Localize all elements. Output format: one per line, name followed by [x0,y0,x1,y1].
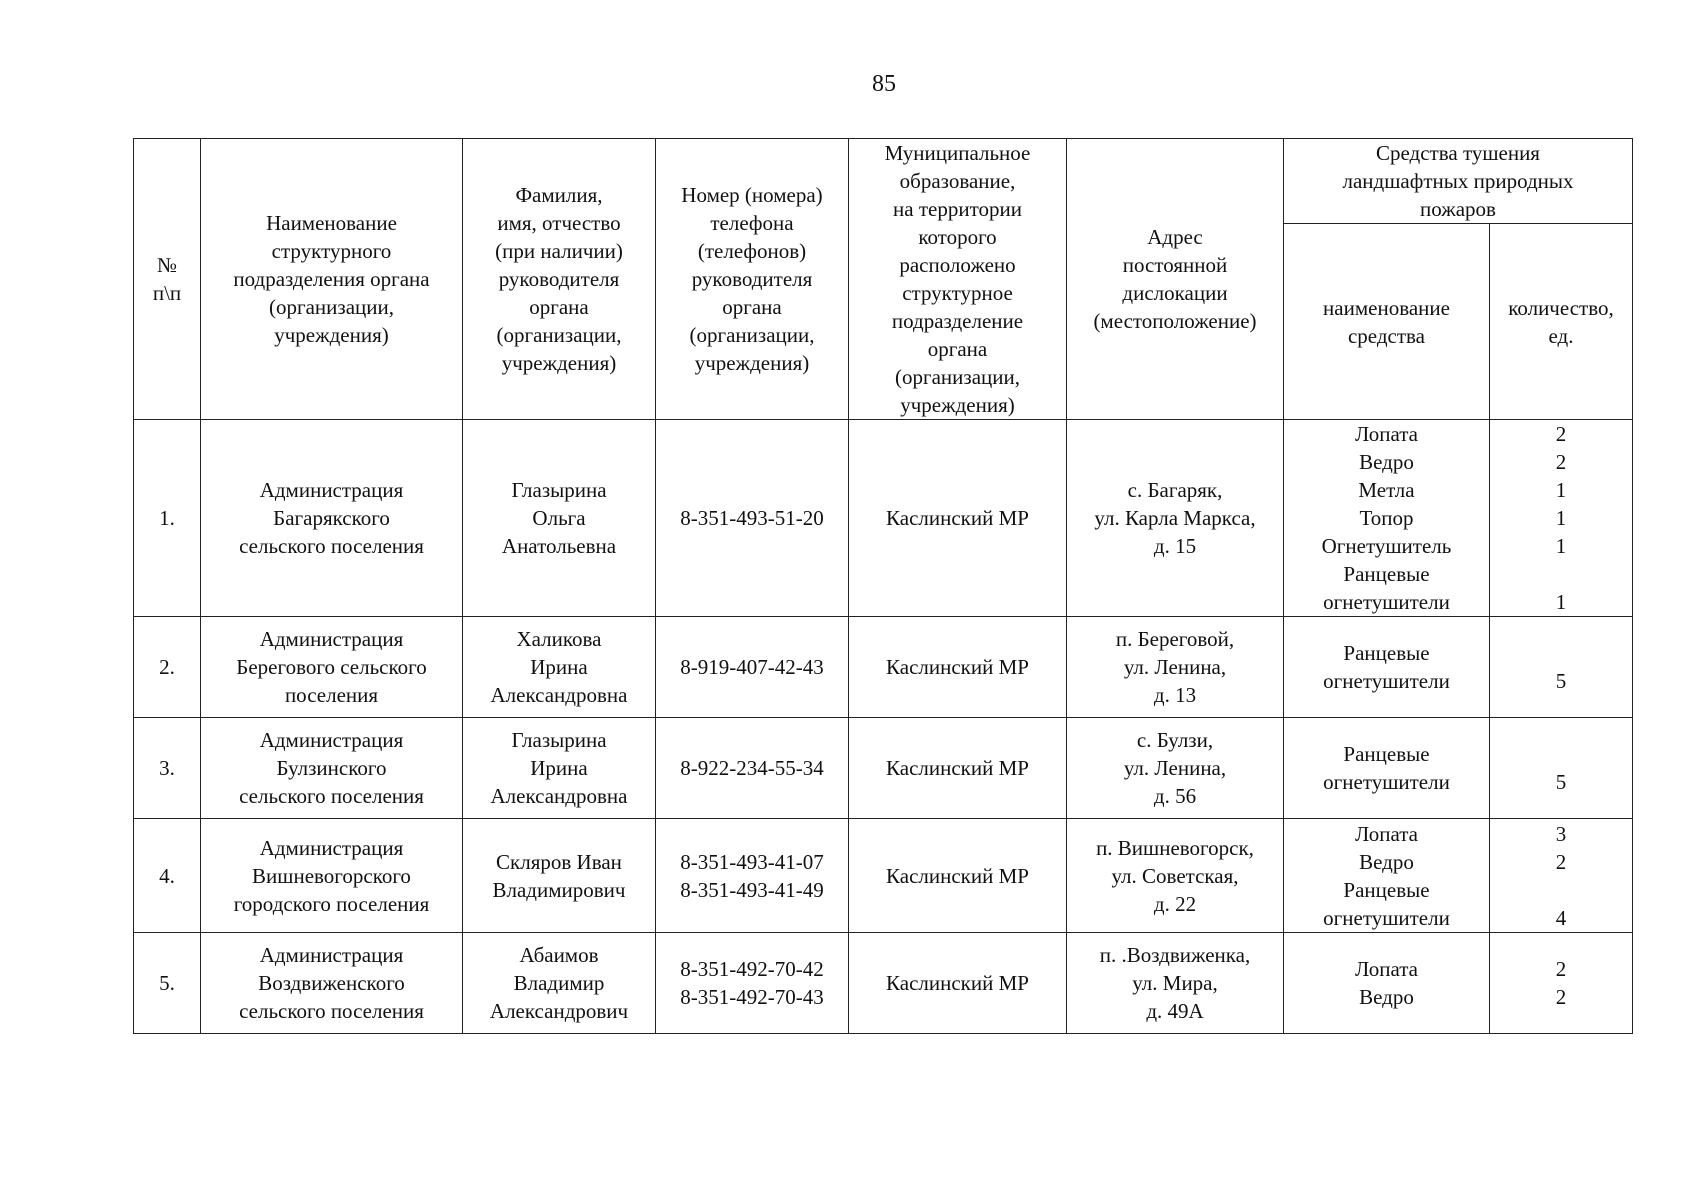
cell-phone: 8-351-493-51-20 [656,420,849,617]
header-means-group: Средства тушения ландшафтных природных пожаров [1284,139,1633,224]
cell-unit: Администрация Вишневогорского городского поселения [201,819,463,933]
cell-head-name: Абаимов Владимир Александрович [463,933,656,1034]
cell-num: 4. [134,819,201,933]
cell-qty: 3 2 4 [1490,819,1633,933]
fire-means-table [133,138,1633,1034]
cell-num: 5. [134,933,201,1034]
table-row [134,718,1633,819]
cell-unit: Администрация Берегового сельского поселения [201,617,463,718]
cell-qty: 2 2 [1490,933,1633,1034]
header-unit: Наименование структурного подразделения органа (организации, учреждения) [201,139,463,420]
cell-municipality: Каслинский МР [849,420,1067,617]
table-row [134,420,1633,617]
table-row [134,617,1633,718]
cell-qty: 5 [1490,718,1633,819]
header-means-name: наименование средства [1284,224,1490,420]
cell-num: 2. [134,617,201,718]
cell-unit: Администрация Багарякского сельского поселения [201,420,463,617]
cell-address: п. Вишневогорск, ул. Советская, д. 22 [1067,819,1284,933]
cell-municipality: Каслинский МР [849,933,1067,1034]
cell-phone: 8-351-493-41-07 8-351-493-41-49 [656,819,849,933]
header-address: Адрес постоянной дислокации (местоположение) [1067,139,1284,420]
cell-address: п. Береговой, ул. Ленина, д. 13 [1067,617,1284,718]
cell-unit: Администрация Воздвиженского сельского поселения [201,933,463,1034]
cell-num: 3. [134,718,201,819]
header-num: № п\п [134,139,201,420]
cell-qty: 2 2 1 1 1 1 [1490,420,1633,617]
cell-phone: 8-351-492-70-42 8-351-492-70-43 [656,933,849,1034]
cell-means: Ранцевые огнетушители [1284,617,1490,718]
cell-qty: 5 [1490,617,1633,718]
cell-phone: 8-922-234-55-34 [656,718,849,819]
page-number: 85 [872,71,896,97]
table-row [134,819,1633,933]
cell-head-name: Глазырина Ольга Анатольевна [463,420,656,617]
cell-head-name: Халикова Ирина Александровна [463,617,656,718]
cell-means: Лопата Ведро Метла Топор Огнетушитель Ранцевые огнетушители [1284,420,1490,617]
cell-unit: Администрация Булзинского сельского поселения [201,718,463,819]
cell-municipality: Каслинский МР [849,819,1067,933]
header-phone: Номер (номера) телефона (телефонов) руководителя органа (организации, учреждения) [656,139,849,420]
header-means-qty: количество, ед. [1490,224,1633,420]
header-municipality: Муниципальное образование, на территории которого расположено структурное подразделение органа (организации, учреждения) [849,139,1067,420]
cell-address: п. .Воздвиженка, ул. Мира, д. 49А [1067,933,1284,1034]
cell-means: Лопата Ведро [1284,933,1490,1034]
table-row [134,933,1633,1034]
header-head-name: Фамилия, имя, отчество (при наличии) руководителя органа (организации, учреждения) [463,139,656,420]
cell-address: с. Булзи, ул. Ленина, д. 56 [1067,718,1284,819]
cell-head-name: Глазырина Ирина Александровна [463,718,656,819]
cell-municipality: Каслинский МР [849,718,1067,819]
cell-num: 1. [134,420,201,617]
cell-address: с. Багаряк, ул. Карла Маркса, д. 15 [1067,420,1284,617]
cell-municipality: Каслинский МР [849,617,1067,718]
cell-means: Лопата Ведро Ранцевые огнетушители [1284,819,1490,933]
header-row-top [134,139,1633,224]
cell-head-name: Скляров Иван Владимирович [463,819,656,933]
cell-means: Ранцевые огнетушители [1284,718,1490,819]
cell-phone: 8-919-407-42-43 [656,617,849,718]
